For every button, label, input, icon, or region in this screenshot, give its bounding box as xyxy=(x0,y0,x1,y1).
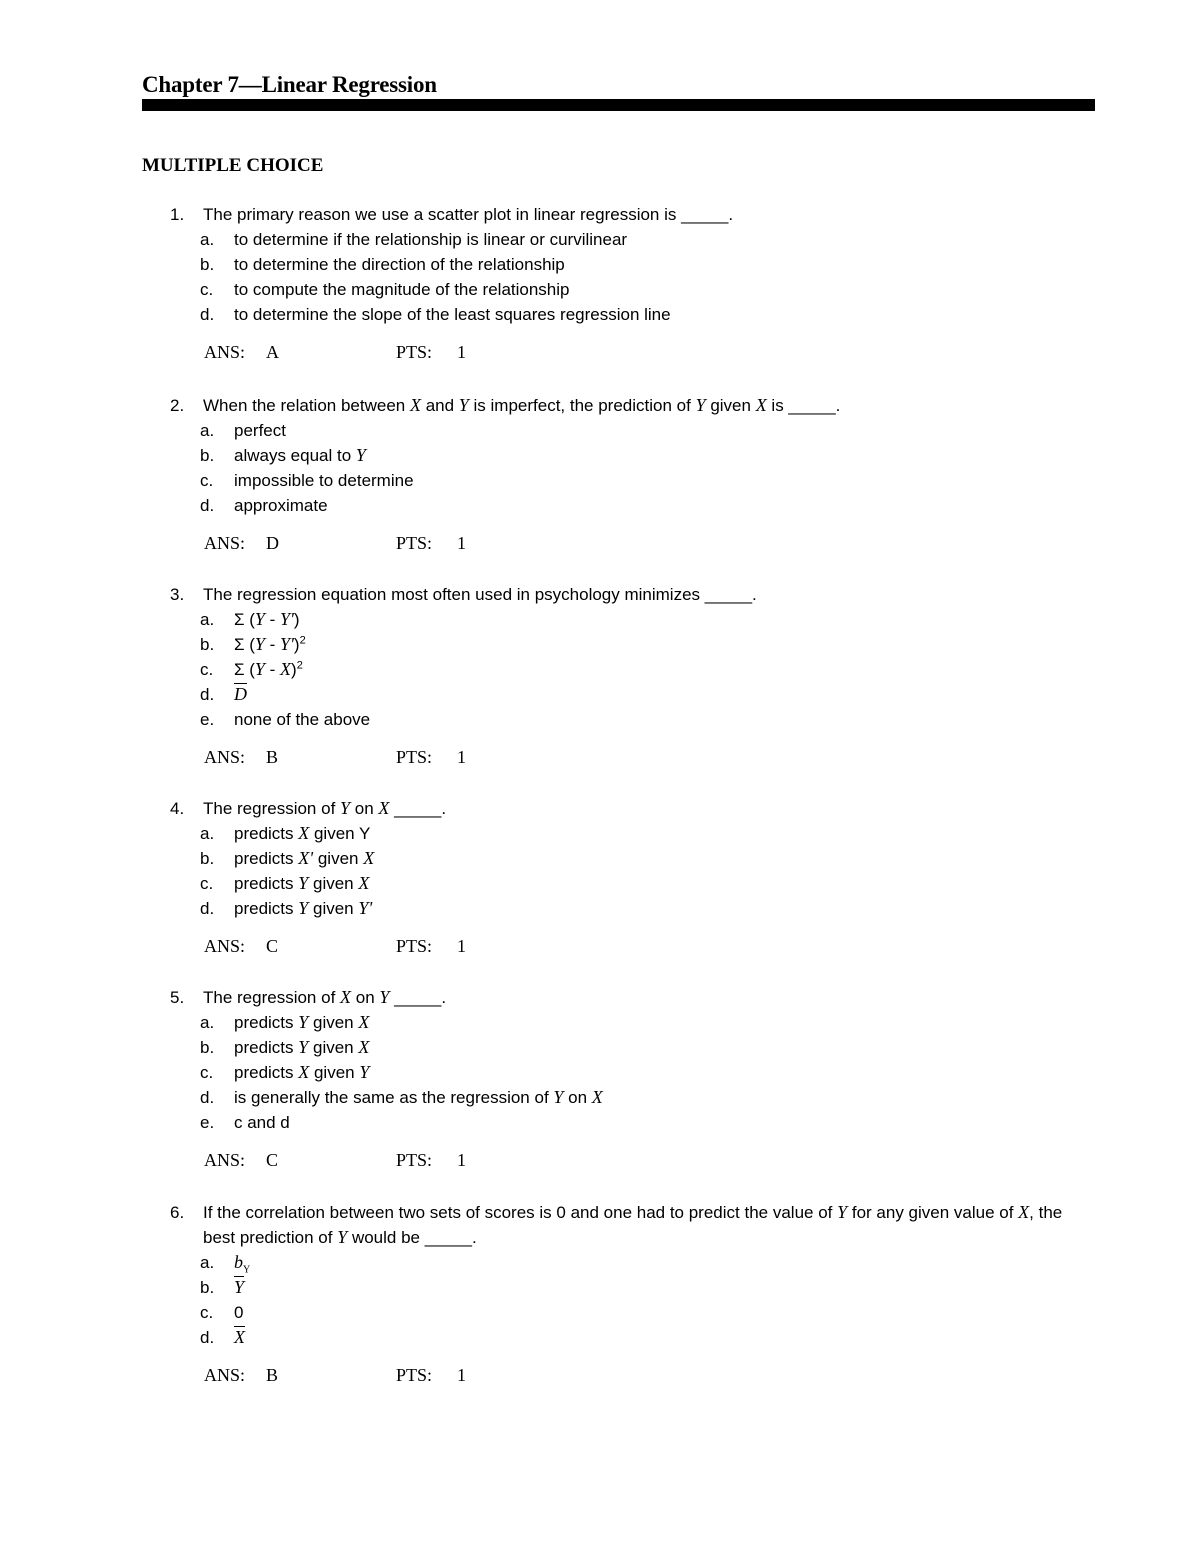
question-stem: The regression of Y on X _____. xyxy=(203,798,447,818)
option-a: a. to determine if the relationship is linear or curvilinear xyxy=(200,230,628,249)
points-label: PTS: xyxy=(396,747,433,767)
answer-line xyxy=(170,745,1040,770)
answer-line xyxy=(170,1148,1040,1173)
answer-value: C xyxy=(266,1150,279,1170)
answer-label: ANS: xyxy=(204,747,246,767)
question-number: 5. xyxy=(170,988,185,1007)
option-b: b. always equal to Y xyxy=(200,445,366,465)
option-a: a. Σ (Y - Y') xyxy=(200,609,300,629)
points-label: PTS: xyxy=(396,1365,433,1385)
title-rule xyxy=(142,99,1095,111)
option-d: d. approximate xyxy=(200,496,328,515)
answer-value: B xyxy=(266,1365,279,1385)
answer-label: ANS: xyxy=(204,1150,246,1170)
option-a: a. $b_Y$ xyxy=(200,1252,251,1276)
answer-value: D xyxy=(266,533,279,553)
points-value: 1 xyxy=(457,533,466,553)
answer-value: C xyxy=(266,936,279,956)
question-number: 4. xyxy=(170,799,185,818)
points-label: PTS: xyxy=(396,1150,433,1170)
question-5 xyxy=(170,985,1040,1173)
answer-line xyxy=(170,934,1040,959)
option-b: b. $\overline{Y}$ xyxy=(200,1277,245,1297)
option-b: b. predicts Y given X xyxy=(200,1037,370,1057)
chapter-title: Chapter 7—Linear Regression xyxy=(142,72,437,97)
option-c: c. 0 xyxy=(200,1303,244,1322)
points-value: 1 xyxy=(457,1150,466,1170)
answer-value: B xyxy=(266,747,279,767)
question-4 xyxy=(170,796,1040,959)
answer-label: ANS: xyxy=(204,533,246,553)
option-c: c. Σ (Y - X)$^2$ xyxy=(200,659,303,679)
option-c: c. predicts Y given X xyxy=(200,873,370,893)
question-stem: If the correlation between two sets of scores is 0 and one had to predict the value of Y for any given value of X, the best prediction of Y would be _____. xyxy=(203,1202,1063,1247)
question-3 xyxy=(170,582,1040,770)
option-c: c. predicts X given Y xyxy=(200,1062,370,1082)
answer-label: ANS: xyxy=(204,936,246,956)
option-c: c. impossible to determine xyxy=(200,471,414,490)
answer-label: ANS: xyxy=(204,1365,246,1385)
points-label: PTS: xyxy=(396,342,433,362)
points-value: 1 xyxy=(457,342,466,362)
answer-label: ANS: xyxy=(204,342,246,362)
points-label: PTS: xyxy=(396,533,433,553)
answer-line xyxy=(170,1363,1040,1388)
option-a: a. predicts X given Y xyxy=(200,823,371,843)
question-2 xyxy=(170,393,1040,556)
points-value: 1 xyxy=(457,1365,466,1385)
answer-line xyxy=(170,340,1040,365)
question-number: 6. xyxy=(170,1203,185,1222)
section-heading: MULTIPLE CHOICE xyxy=(142,155,324,176)
question-number: 1. xyxy=(170,205,185,224)
answer-line xyxy=(170,531,1040,556)
question-number: 2. xyxy=(170,396,185,415)
option-b: b. Σ (Y - Y')$^2$ xyxy=(200,634,306,654)
question-number: 3. xyxy=(170,585,185,604)
option-d: d. to determine the slope of the least squares regression line xyxy=(200,305,671,324)
question-stem: The regression equation most often used in psychology minimizes _____. xyxy=(203,585,757,604)
option-d: d. is generally the same as the regression of Y on X xyxy=(200,1087,603,1107)
option-b: b. predicts X' given X xyxy=(200,848,375,868)
points-value: 1 xyxy=(457,747,466,767)
option-d: d. $\overline{D}$ xyxy=(200,684,247,704)
option-a: a. perfect xyxy=(200,421,286,440)
option-e: e. none of the above xyxy=(200,710,371,729)
question-1 xyxy=(170,202,1040,365)
option-e: e. c and d xyxy=(200,1113,290,1132)
option-d: d. $\overline{X}$ xyxy=(200,1327,245,1347)
option-c: c. to compute the magnitude of the relationship xyxy=(200,280,570,299)
question-stem: When the relation between X and Y is imperfect, the prediction of Y given X is _____. xyxy=(203,395,841,415)
points-value: 1 xyxy=(457,936,466,956)
question-stem: The primary reason we use a scatter plot in linear regression is _____. xyxy=(203,205,734,224)
question-6 xyxy=(170,1200,1063,1388)
question-stem: The regression of X on Y _____. xyxy=(203,987,447,1007)
option-a: a. predicts Y given X xyxy=(200,1012,370,1032)
answer-value: A xyxy=(266,342,279,362)
points-label: PTS: xyxy=(396,936,433,956)
option-d: d. predicts Y given Y' xyxy=(200,898,373,918)
option-b: b. to determine the direction of the relationship xyxy=(200,255,565,274)
